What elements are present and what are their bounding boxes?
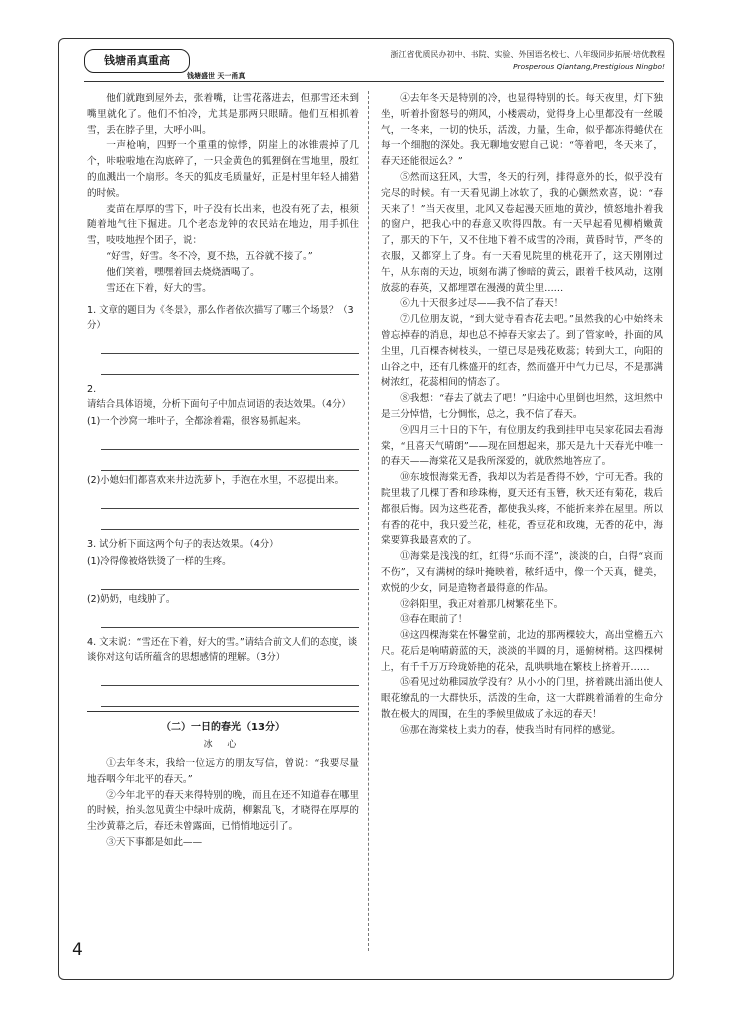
answer-line[interactable] xyxy=(101,488,359,509)
header-rule xyxy=(84,81,664,82)
page-header xyxy=(59,39,673,81)
essay-paragraph: ⑯那在海棠枝上卖力的春，使我当时有同样的感觉。 xyxy=(400,724,621,736)
section-rule xyxy=(87,711,359,712)
question-number: 4. xyxy=(87,637,97,649)
answer-line[interactable] xyxy=(101,354,359,375)
question-text: 请结合具体语境，分析下面句子中加点词语的表达效果。（4分） xyxy=(87,399,351,411)
question-text: 试分析下面这两个句子的表达效果。（4分） xyxy=(99,539,279,551)
answer-line[interactable] xyxy=(101,569,359,590)
section-title: （二）一日的春光（13分） xyxy=(161,722,285,734)
sub-question: (2)奶奶，电线肿了。 xyxy=(87,594,176,606)
column-divider xyxy=(368,91,369,951)
story-paragraph: “好雪，好雪。冬不冷，夏不热，五谷就不接了。” xyxy=(106,250,313,262)
essay-paragraph: ⑦几位朋友说，“到大觉寺看杏花去吧。”虽然我的心中始终未曾忘掉春的消息，却也总不掉春天家去了。到了管家岭，扑面的风尘里，几百棵杏树枝头，一望已尽是残花败蕊；转到大工，向阳的山谷之中，还有几株盛开的红杏，然而盛开中气力已尽，不是那满树浓红，花蕊相间的情态了。 xyxy=(381,314,663,389)
essay-paragraph: ⑪海棠是浅浅的红，红得“乐而不淫”，淡淡的白，白得“哀而不伤”，又有满树的绿叶掩映着，秾纤适中，像一个天真，健美，欢悦的少女，同是造物者最得意的作品。 xyxy=(381,551,663,594)
header-info xyxy=(390,49,665,73)
answer-line[interactable] xyxy=(101,607,359,628)
header-english: Prosperous Qiantang,Prestigious Ningbo! xyxy=(513,62,665,71)
essay-paragraph: ④去年冬天是特别的冷，也显得特别的长。每天夜里，灯下独坐，听着扑窗怒号的朔风，小楼震动，觉得身上心里都没有一丝暖气，一冬来，一切的快乐，活泼，力量，生命，似乎都冻得蜷伏在每一个细胞的深处。我无聊地安慰自己说：“等着吧，冬天来了，春天还能很远么？” xyxy=(381,93,663,168)
question-3 xyxy=(87,537,359,628)
essay-paragraph: ⑫斜阳里，我正对着那几树繁花坐下。 xyxy=(400,598,564,610)
sub-question: (1)一个沙窝一堆叶子，全都涂着霜，很容易抓起来。 xyxy=(87,416,307,428)
essay-paragraph: ⑨四月三十日的下午，有位朋友约我到挂甲屯吴家花园去看海棠，“且喜天气晴朗”——现在回想起来，那天是九十天春光中唯一的春天——海棠花又是我所深爱的，就欣然地答应了。 xyxy=(381,424,663,468)
question-text: 文末说：“雪还在下着，好大的雪。”请结合前文人们的态度，谈谈你对这句话所蕴含的思想感情的理解。（3分） xyxy=(87,637,358,664)
brand-logo: 钱塘甬真重高 xyxy=(84,49,190,73)
question-2 xyxy=(87,382,359,530)
question-number: 1. xyxy=(87,305,97,317)
sub-question: (2)小媳妇们都喜欢来井边洗萝卜，手泡在水里，不忍提出来。 xyxy=(87,475,345,487)
answer-line[interactable] xyxy=(101,509,359,530)
question-text: 文章的题目为《冬景》，那么作者依次描写了哪三个场景？（3分） xyxy=(87,305,354,332)
question-number: 2. xyxy=(87,384,97,396)
author-name: 冰 心 xyxy=(203,740,243,751)
header-title: 浙江省优质民办初中、书院、实验、外国语名校七、八年级同步拓展·培优教程 xyxy=(390,50,665,59)
page-frame xyxy=(58,38,674,980)
answer-line[interactable] xyxy=(101,686,359,707)
story-paragraph: 雪还在下着，好大的雪。 xyxy=(106,282,212,294)
sub-question: (1)冷得像被烙铁烫了一样的生疼。 xyxy=(87,556,232,568)
right-column xyxy=(381,91,663,739)
essay-paragraph: ⑮看见过幼稚园放学没有？从小小的门里，挤着跳出涌出使人眼花缭乱的一大群快乐，活泼的生命，这一大群跳着涌着的生命分散在极大的周围，在生的季候里做成了永远的春天！ xyxy=(381,677,663,721)
question-1 xyxy=(87,303,359,375)
story-paragraph: 麦苗在厚厚的雪下，叶子没有长出来，也没有死了去，根须随着地气往下掘进。几个老态龙钟的农民站在地边，用手抓住雪，吱吱地捏个团子，说： xyxy=(87,203,359,247)
essay-paragraph: ⑥九十天很多过尽——我不信了春天！ xyxy=(400,298,564,310)
answer-line[interactable] xyxy=(101,429,359,450)
essay-paragraph: ⑧我想：“春去了就去了吧！”归途中心里倒也坦然，这坦然中是三分悼惜，七分惆怅，总之，我不信了春天。 xyxy=(381,393,663,420)
essay-paragraph: ⑤然而这狂风，大雪，冬天的行列，排得意外的长，似乎没有完尽的时候。有一天看见湖上冰软了，我的心颤然欢喜，说：“春天来了！”当天夜里，北风又卷起漫天匝地的黄沙，愤怒地扑着我的窗户，把我心中的春意又吹得四散。有一天早起看见柳梢嫩黄了，那天的下午，又不住地下着不成雪的冷雨，黄昏时节，严冬的衣服，又都穿上了身。有一天看见院里的桃花开了，这天刚刚过午，从东南的天边，顷刻布满了惨暗的黄云，跟着千枝风动，这刚放蕊的春英，又都埋罩在漫漫的黄尘里…… xyxy=(381,171,663,294)
answer-line[interactable] xyxy=(101,333,359,354)
story-paragraph: 他们就跑到屋外去，张着嘴，让雪花落进去，但那雪还未到嘴里就化了。他们不怕冷，尤其是那两只眼睛。他们互相抓着雪，丢在脖子里，大呼小叫。 xyxy=(87,93,359,136)
answer-line[interactable] xyxy=(101,450,359,471)
essay-paragraph: ⑬春在眼前了！ xyxy=(400,614,468,626)
essay-paragraph: ③天下事都是如此—— xyxy=(106,836,203,848)
left-column xyxy=(87,91,359,851)
essay-paragraph: ②今年北平的春天来得特别的晚，而且在还不知道春在哪里的时候，抬头忽见黄尘中绿叶成荫，柳絮乱飞，才晓得在厚厚的尘沙黄幕之后，春还未曾露面，已悄悄地远引了。 xyxy=(87,789,359,833)
story-paragraph: 一声枪响，四野一个重重的惊悸，阴崖上的冰锥震掉了几个，咔啦啦地在沟底碎了，一只金黄色的狐狸倒在雪地里，殷红的血溅出一个扇形。冬天的狐皮毛质量好，正是村里年轻人捕猎的时候。 xyxy=(87,140,359,199)
story-paragraph: 他们笑着，嘿嘿着回去烧烧酒喝了。 xyxy=(106,266,260,278)
answer-line[interactable] xyxy=(101,665,359,686)
question-4 xyxy=(87,635,359,707)
essay-paragraph: ⑩东坡恨海棠无香，我却以为若是香得不妙，宁可无香。我的院里栽了几棵丁香和珍珠梅，夏天还有玉簪，秋天还有菊花，栽后都很后悔。因为这些花香，都使我头疼，不能折来养在屋里。所以有香的花中，我只爱兰花，桂花，香豆花和玫瑰，无香的花中，海棠要算我最喜欢的了。 xyxy=(381,472,663,547)
essay-paragraph: ⑭这四棵海棠在怀馨堂前，北边的那两棵较大，高出堂檐五六尺。花后是响晴蔚蓝的天，淡淡的半圆的月，遥俯树梢。这四棵树上，有千千万万玲珑娇艳的花朵，乱哄哄地在繁枝上挤着开…… xyxy=(381,630,663,673)
question-number: 3. xyxy=(87,539,97,551)
brand-slogan: 钱塘盛世 天一甬真 xyxy=(187,72,246,80)
page-number: 4 xyxy=(72,940,83,960)
essay-paragraph: ①去年冬末，我给一位远方的朋友写信，曾说：“我要尽量地吞咽今年北平的春天。” xyxy=(87,757,359,785)
